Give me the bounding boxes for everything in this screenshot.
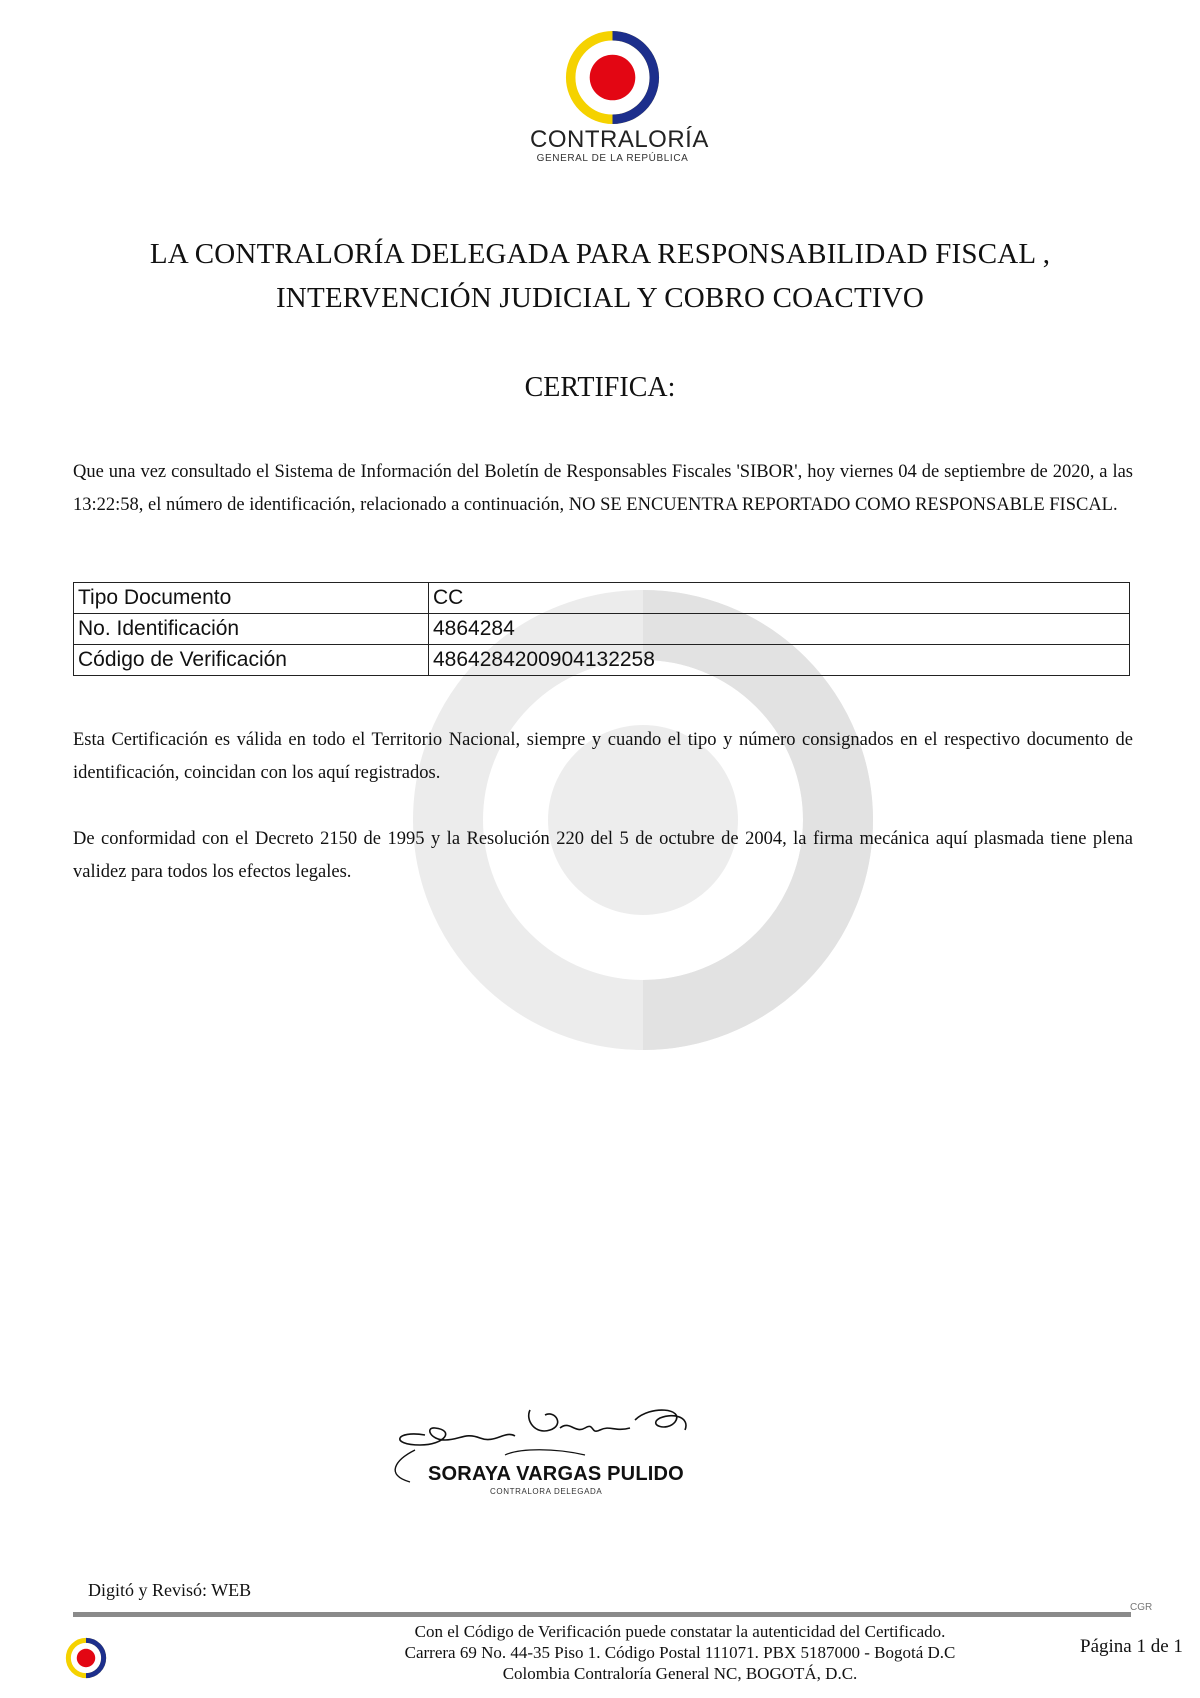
table-label: Tipo Documento [74, 583, 429, 614]
footer-line-1: Con el Código de Verificación puede constatar la autenticidad del Certificado. [414, 1622, 946, 1641]
footer-tag: CGR [1130, 1602, 1153, 1613]
footer-line-3: Colombia Contraloría General NC, BOGOTÁ, D.C. [502, 1664, 858, 1683]
certifica-heading: CERTIFICA: [524, 372, 676, 403]
document-title [60, 232, 1140, 320]
table-label: No. Identificación [74, 614, 429, 645]
table-value: CC [429, 583, 1130, 614]
table-label: Código de Verificación [74, 645, 429, 676]
table-row [74, 614, 1130, 645]
typist-note: Digitó y Revisó: WEB [88, 1580, 252, 1600]
table-row [74, 583, 1130, 614]
signatory-role: CONTRALORA DELEGADA [490, 1487, 603, 1496]
page-number: Página 1 de 1 [1080, 1636, 1183, 1657]
title-line-1: LA CONTRALORÍA DELEGADA PARA RESPONSABILIDAD FISCAL , [149, 238, 1051, 270]
logo-subtitle: GENERAL DE LA REPÚBLICA [536, 153, 689, 164]
signatory-name: SORAYA VARGAS PULIDO [428, 1463, 684, 1485]
title-line-2: INTERVENCIÓN JUDICIAL Y COBRO COACTIVO [275, 282, 925, 314]
certification-paragraph: Que una vez consultado el Sistema de Información del Boletín de Responsables Fiscales 'SIBOR', hoy viernes 04 de septiembre de 2020, a las 13:22:58, el número de identificación, relacionado a continuación, NO SE ENCUENTRA REPORTADO COMO RESPONSABLE FISCAL. [73, 462, 1133, 515]
table-value: 4864284 [429, 614, 1130, 645]
footer-divider [73, 1612, 1131, 1617]
footer-text [330, 1621, 1030, 1684]
legal-paragraph: De conformidad con el Decreto 2150 de 1995 y la Resolución 220 del 5 de octubre de 2004, la firma mecánica aquí plasmada tiene plena validez para todos los efectos legales. [73, 829, 1133, 882]
footer-logo-icon [65, 1637, 107, 1679]
contraloria-logo [530, 30, 709, 185]
validity-paragraph: Esta Certificación es válida en todo el Territorio Nacional, siempre y cuando el tipo y número consignados en el respectivo documento de identificación, coincidan con los aquí registrados. [73, 730, 1133, 783]
table-value: 4864284200904132258 [429, 645, 1130, 676]
identification-table [73, 582, 1130, 676]
table-row [74, 645, 1130, 676]
logo-name: CONTRALORÍA [530, 126, 709, 153]
footer-line-2: Carrera 69 No. 44-35 Piso 1. Código Postal 111071. PBX 5187000 - Bogotá D.C [404, 1643, 956, 1662]
contraloria-emblem-icon [565, 30, 660, 125]
